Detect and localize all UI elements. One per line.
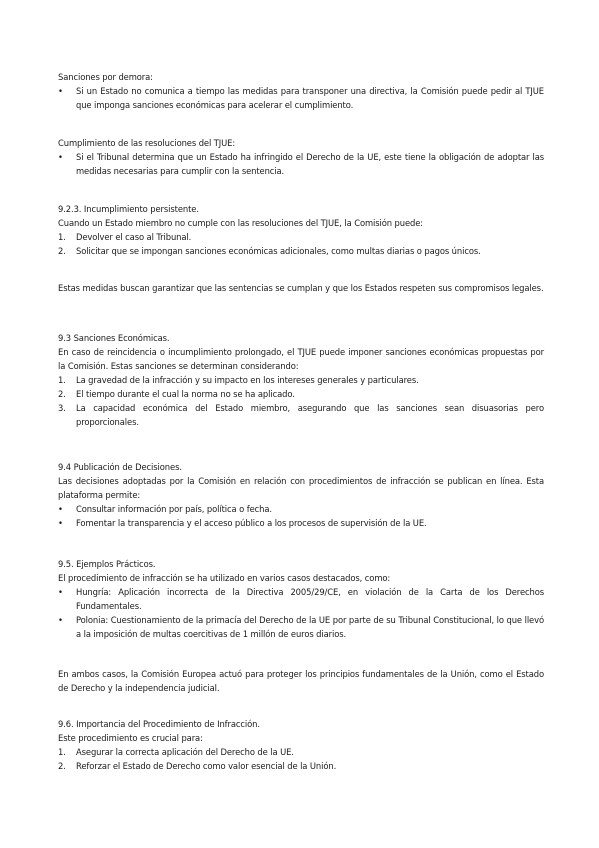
paragraph-en-ambos-casos bbox=[58, 667, 544, 695]
number-marker: 2. bbox=[58, 761, 66, 771]
bullet-marker: • bbox=[58, 86, 63, 96]
section-ejemplos bbox=[58, 557, 544, 641]
section-intro: Cuando un Estado miembro no cumple con las resoluciones del TJUE, la Comisión puede: bbox=[58, 218, 424, 228]
section-intro: En caso de reincidencia o incumplimiento prolongado, el TJUE puede imponer sanciones económicas propuestas por la Comisión. Estas sanciones se determinan considerando: bbox=[58, 347, 544, 371]
number-marker: 1. bbox=[58, 232, 66, 242]
subsection-title: Cumplimiento de las resoluciones del TJUE: bbox=[58, 138, 236, 148]
section-intro: El procedimiento de infracción se ha utilizado en varios casos destacados, como: bbox=[58, 573, 391, 583]
section-cumplimiento bbox=[58, 136, 544, 178]
section-heading: 9.6. Importancia del Procedimiento de Infracción. bbox=[58, 719, 260, 729]
bullet-item: • Polonia: Cuestionamiento de la primacía del Derecho de la UE por parte de su Tribunal Constitucional, lo que llevó a la imposición de multas coercitivas de 1 millón de euros diarios. bbox=[58, 615, 544, 639]
number-marker: 2. bbox=[58, 246, 66, 256]
bullet-marker: • bbox=[58, 587, 63, 597]
section-sanciones-demora bbox=[58, 70, 544, 112]
bullet-marker: • bbox=[58, 518, 63, 528]
subsection-title: Sanciones por demora: bbox=[58, 72, 153, 82]
numbered-item: 2. Reforzar el Estado de Derecho como valor esencial de la Unión. bbox=[58, 761, 337, 771]
bullet-item: • Si el Tribunal determina que un Estado ha infringido el Derecho de la UE, este tiene la obligación de adoptar las medidas necesarias para cumplir con la sentencia. bbox=[58, 152, 544, 176]
section-heading: 9.3 Sanciones Económicas. bbox=[58, 333, 170, 343]
body-paragraph: En ambos casos, la Comisión Europea actuó para proteger los principios fundamentales de la Unión, como el Estado de Derecho y la independencia judicial. bbox=[58, 669, 544, 693]
bullet-marker: • bbox=[58, 152, 63, 162]
bullet-item: • Hungría: Aplicación incorrecta de la Directiva 2005/29/CE, en violación de la Carta de los Derechos Fundamentales. bbox=[58, 587, 544, 611]
numbered-item: 1. La gravedad de la infracción y su impacto en los intereses generales y particulares. bbox=[58, 375, 419, 385]
section-sanciones-economicas bbox=[58, 331, 544, 429]
numbered-item: 2. Solicitar que se impongan sanciones económicas adicionales, como multas diarias o pagos únicos. bbox=[58, 246, 481, 256]
numbered-item: 3. La capacidad económica del Estado miembro, asegurando que las sanciones sean disuasorias pero proporcionales. bbox=[58, 403, 544, 427]
numbered-item: 1. Asegurar la correcta aplicación del Derecho de la UE. bbox=[58, 747, 294, 757]
section-importancia bbox=[58, 717, 544, 773]
bullet-marker: • bbox=[58, 504, 63, 514]
bullet-marker: • bbox=[58, 615, 63, 625]
section-incumplimiento-persistente bbox=[58, 202, 544, 258]
numbered-item: 2. El tiempo durante el cual la norma no se ha aplicado. bbox=[58, 389, 295, 399]
number-marker: 3. bbox=[58, 403, 66, 413]
bullet-item: • Consultar información por país, política o fecha. bbox=[58, 504, 272, 514]
body-paragraph: Estas medidas buscan garantizar que las sentencias se cumplan y que los Estados respeten sus compromisos legales. bbox=[58, 283, 544, 293]
section-publicacion bbox=[58, 460, 544, 530]
section-heading: 9.5. Ejemplos Prácticos. bbox=[58, 559, 156, 569]
section-intro: Las decisiones adoptadas por la Comisión en relación con procedimientos de infracción se publican en línea. Esta plataforma permite: bbox=[58, 476, 544, 500]
number-marker: 1. bbox=[58, 375, 66, 385]
section-intro: Este procedimiento es crucial para: bbox=[58, 733, 203, 743]
bullet-item: • Fomentar la transparencia y el acceso público a los procesos de supervisión de la UE. bbox=[58, 518, 427, 528]
number-marker: 2. bbox=[58, 389, 66, 399]
section-heading: 9.2.3. Incumplimiento persistente. bbox=[58, 204, 199, 214]
bullet-item: • Si un Estado no comunica a tiempo las medidas para transponer una directiva, la Comisión puede pedir al TJUE que imponga sanciones económicas para acelerar el cumplimiento. bbox=[58, 86, 544, 110]
numbered-item: 1. Devolver el caso al Tribunal. bbox=[58, 232, 192, 242]
section-heading: 9.4 Publicación de Decisiones. bbox=[58, 462, 182, 472]
paragraph-estas-medidas bbox=[58, 281, 544, 295]
number-marker: 1. bbox=[58, 747, 66, 757]
